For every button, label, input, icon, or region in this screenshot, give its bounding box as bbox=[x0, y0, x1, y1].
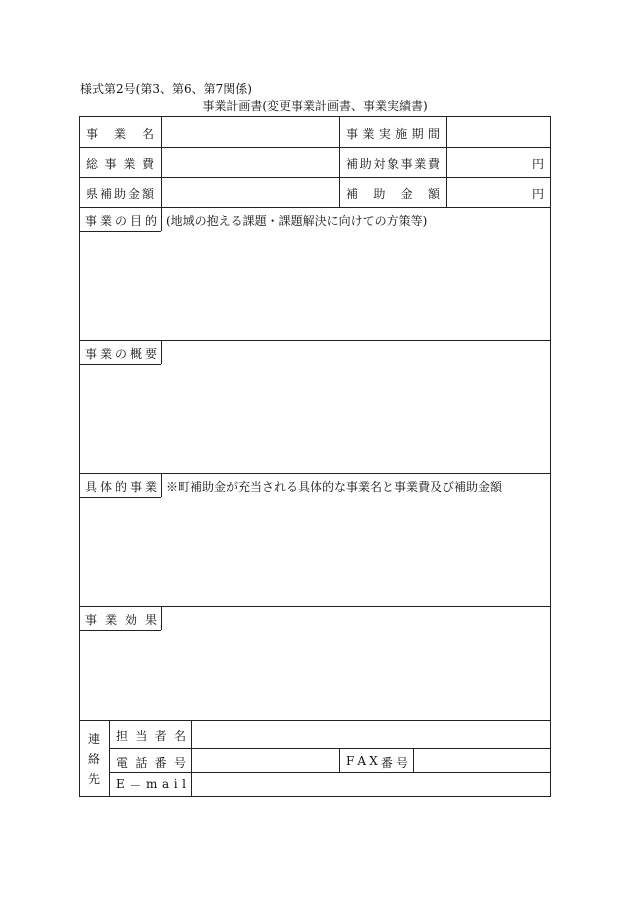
fax-number-field[interactable] bbox=[414, 749, 549, 771]
col-divider bbox=[109, 720, 110, 796]
label-subsidy-amount: 補 助 金 額 bbox=[346, 187, 440, 201]
label-effect: 事 業 効 果 bbox=[85, 613, 157, 627]
label-eligible-cost: 補 助 対 象 事 業 費 bbox=[346, 157, 440, 171]
row-divider bbox=[80, 207, 550, 208]
yen-unit: 円 bbox=[531, 187, 544, 201]
label-box-edge bbox=[161, 606, 162, 630]
label-prefectural-subsidy: 県 補 助 金 額 bbox=[86, 187, 154, 201]
label-person-in-charge: 担 当 者 名 bbox=[116, 729, 186, 743]
label-implementation-period: 事 業 実 施 期 間 bbox=[346, 127, 440, 141]
specific-project-field[interactable] bbox=[81, 498, 549, 605]
total-cost-field[interactable] bbox=[162, 148, 338, 176]
form-table bbox=[79, 116, 551, 797]
label-box-edge bbox=[161, 340, 162, 364]
overview-field[interactable] bbox=[81, 365, 549, 472]
section-divider bbox=[80, 340, 550, 341]
label-total-cost: 総 事 業 費 bbox=[86, 157, 154, 171]
label-phone-number: 電 話 番 号 bbox=[116, 756, 186, 770]
implementation-period-field[interactable] bbox=[447, 118, 549, 146]
email-field[interactable] bbox=[192, 773, 549, 795]
person-in-charge-field[interactable] bbox=[192, 721, 549, 747]
effect-field[interactable] bbox=[81, 631, 549, 719]
label-purpose: 事 業 の 目 的 bbox=[85, 214, 157, 228]
purpose-note: (地域の抱える課題・課題解決に向けての方策等) bbox=[166, 214, 428, 228]
section-divider bbox=[80, 473, 550, 474]
label-specific-project: 具 体 的 事 業 bbox=[85, 480, 157, 494]
purpose-field[interactable] bbox=[81, 232, 549, 339]
prefectural-subsidy-field[interactable] bbox=[162, 178, 338, 206]
label-email: E － m a i l bbox=[116, 777, 186, 793]
specific-project-note: ※町補助金が充当される具体的な事業名と事業費及び補助金額 bbox=[166, 480, 503, 494]
phone-number-field[interactable] bbox=[192, 749, 338, 771]
label-box-edge bbox=[161, 473, 162, 497]
label-contact: 連 絡 先 bbox=[87, 732, 100, 786]
project-name-field[interactable] bbox=[162, 118, 338, 146]
form-code: 様式第2号(第3、第6、第7関係) bbox=[80, 82, 252, 96]
label-fax-number: F A X 番 号 bbox=[346, 754, 408, 770]
yen-unit: 円 bbox=[531, 157, 544, 171]
section-divider bbox=[80, 606, 550, 607]
col-divider bbox=[339, 748, 340, 772]
document-title: 事業計画書(変更事業計画書、事業実績書) bbox=[202, 99, 428, 113]
label-box-edge bbox=[161, 207, 162, 231]
label-overview: 事 業 の 概 要 bbox=[85, 347, 157, 361]
label-project-name: 事 業 名 bbox=[86, 127, 154, 141]
col-divider bbox=[339, 117, 340, 207]
